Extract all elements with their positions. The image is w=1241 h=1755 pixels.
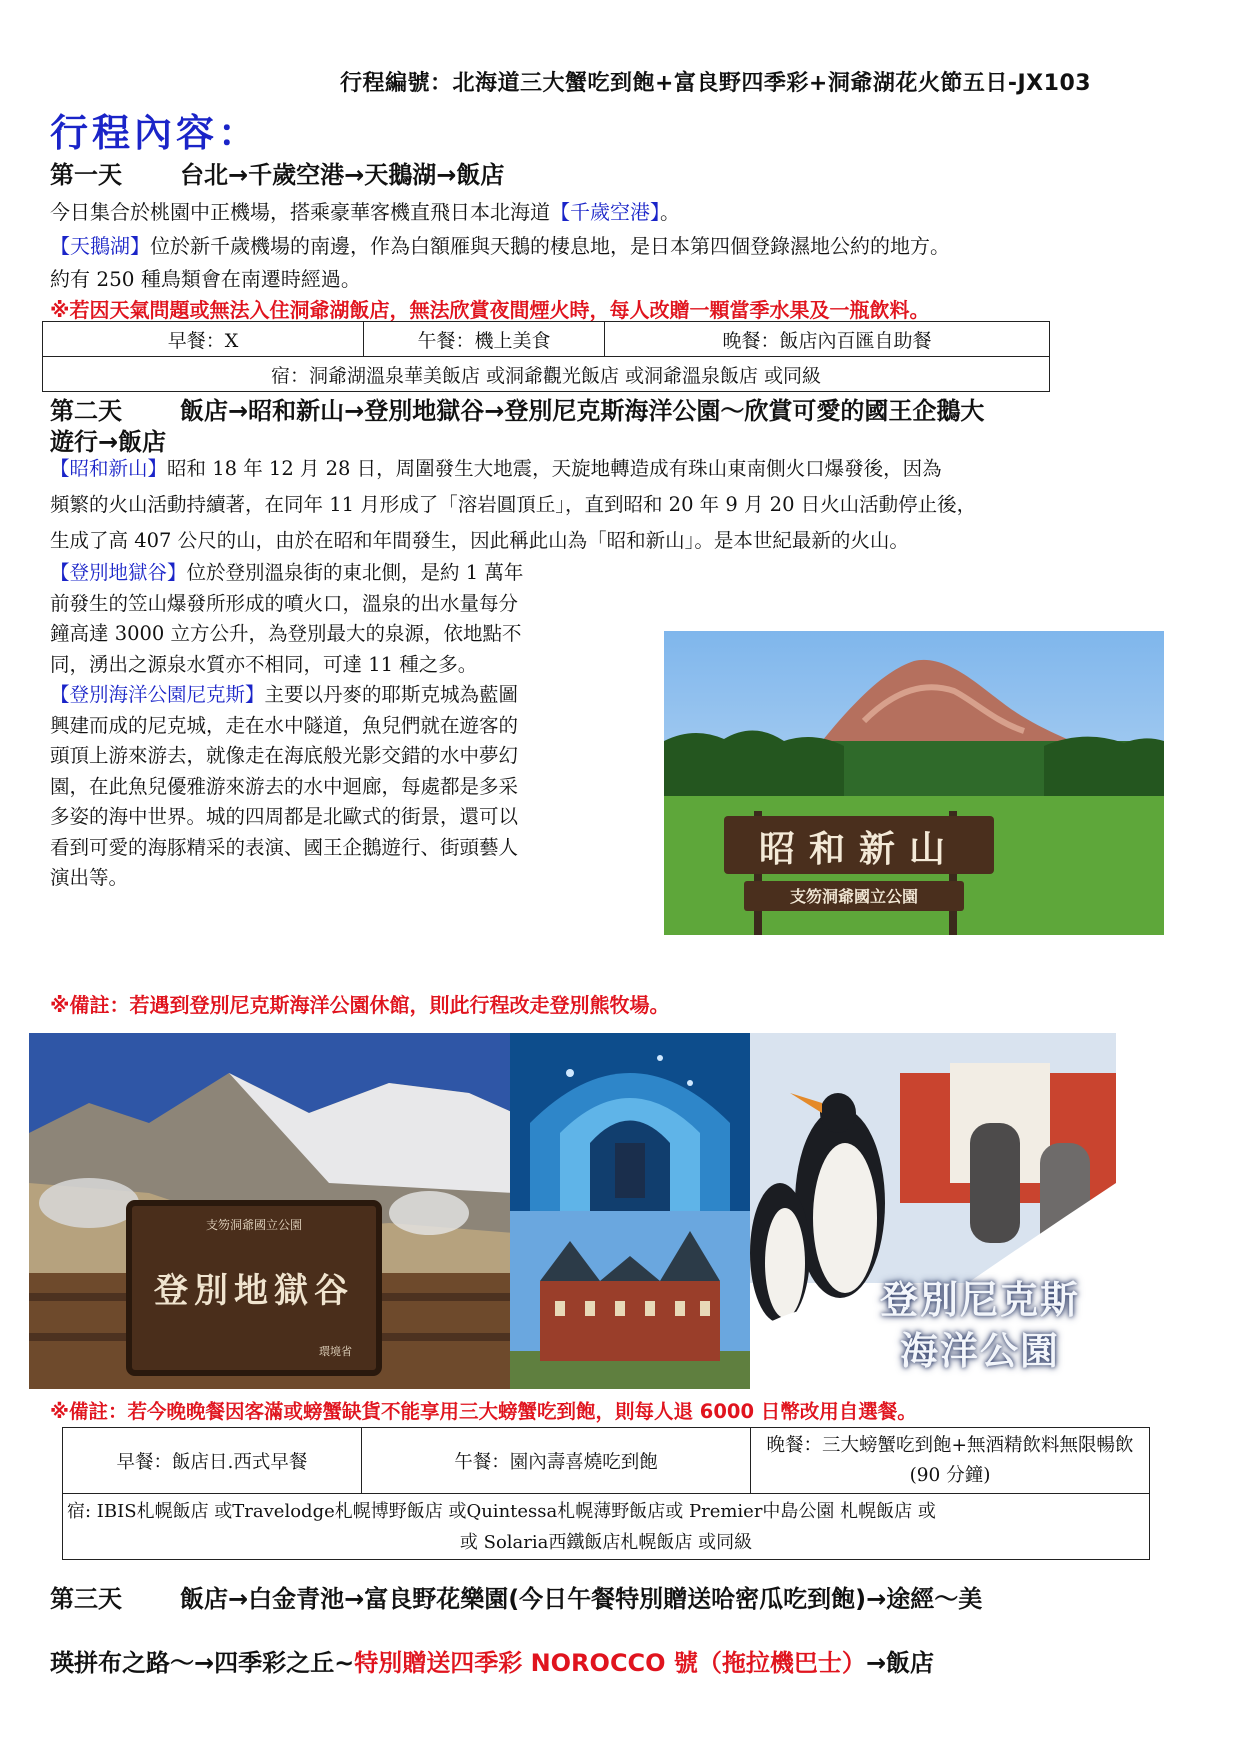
day1-title <box>50 155 504 190</box>
day2-note-1: ※備註：若遇到登別尼克斯海洋公園休館，則此行程改走登別熊牧場。 <box>50 993 670 1017</box>
showa-paragraph <box>50 451 976 559</box>
day1-p1-text: 今日集合於桃園中正機場，搭乘豪華客機直飛日本北海道 <box>50 200 550 224</box>
jigoku-sign-small: 環境省 <box>319 1345 352 1358</box>
day2-hotel-line-1: 宿: IBIS札幌飯店 或Travelodge札幌博野飯店 或Quintessa札幌薄野飯店或 Premier中島公園 札幌飯店 或 <box>67 1500 936 1522</box>
day1-p1-end: 。 <box>660 200 680 224</box>
day1-route: 台北→千歲空港→天鵝湖→飯店 <box>180 161 505 189</box>
day2-lunch: 午餐：園內壽喜燒吃到飽 <box>362 1428 751 1494</box>
day2-meal-table <box>62 1427 1150 1560</box>
showa-shinzan-photo <box>664 631 1164 935</box>
day1-dinner: 晚餐：飯店內百匯自助餐 <box>605 322 1050 357</box>
day2-route-1: 飯店→昭和新山→登別地獄谷→登別尼克斯海洋公園～欣賞可愛的國王企鵝大 <box>180 397 985 425</box>
swan-lake-link: 【天鵝湖】 <box>50 234 150 258</box>
nixe-line: 主要以丹麥的耶斯克城為藍圖 <box>264 683 519 706</box>
nixe-photo-title-2: 海洋公園 <box>899 1328 1060 1373</box>
jigoku-sign-top: 支笏洞爺國立公園 <box>205 1218 302 1232</box>
nixe-line: 興建而成的尼克城，走在水中隧道，魚兒們就在遊客的 <box>50 713 519 737</box>
day2-breakfast: 早餐：飯店日.西式早餐 <box>63 1428 362 1494</box>
jigoku-nixe-paragraph <box>50 558 610 894</box>
aquarium-photo-art <box>510 1033 750 1211</box>
day3-title-line-2 <box>50 1643 934 1678</box>
swan-lake-text-2: 約有 250 種鳥類會在南遷時經過。 <box>50 267 361 291</box>
day1-breakfast: 早餐：X <box>43 322 364 357</box>
jigokudani-photo <box>29 1033 514 1389</box>
day2-note-2: ※備註：若今晚晚餐因客滿或螃蟹缺貨不能享用三大螃蟹吃到飽，則每人退 6000 日幣改用自選餐。 <box>50 1400 917 1423</box>
showa-line-3: 生成了高 407 公尺的山，由於在昭和年間發生，因此稱此山為「昭和新山」。是本世紀最新的火山。 <box>50 529 909 552</box>
jigoku-line: 位於登別溫泉街的東北側，是約 1 萬年 <box>186 561 524 584</box>
nixe-line: 演出等。 <box>50 866 129 889</box>
nixe-line: 多姿的海中世界。城的四周都是北歐式的街景，還可以 <box>50 805 519 828</box>
day1-paragraph-2 <box>50 230 1070 296</box>
day3-route-1: 飯店→白金青池→富良野花樂園(今日午餐特別贈送哈密瓜吃到飽)→途經～美 <box>180 1585 983 1613</box>
jigoku-link: 【登別地獄谷】 <box>50 561 187 584</box>
chitose-link: 【千歲空港】 <box>550 200 660 224</box>
aquarium-tunnel-photo <box>510 1033 750 1211</box>
jigokudani-photo-art <box>29 1033 514 1389</box>
day3-route-2-red: 特別贈送四季彩 NOROCCO 號（拖拉機巴士） <box>354 1649 866 1677</box>
showa-line-2: 頻繁的火山活動持續著，在同年 11 月形成了「溶岩圓頂丘」，直到昭和 20 年 9 月 20 日火山活動停止後， <box>50 493 977 516</box>
jigoku-line: 鐘高達 3000 立方公升，為登別最大的泉源，依地點不 <box>50 622 522 645</box>
day2-dinner <box>751 1428 1150 1494</box>
jigoku-line: 同，湧出之源泉水質亦不相同，可達 11 種之多。 <box>50 652 478 676</box>
day2-dinner-line-1: 晚餐：三大螃蟹吃到飽+無酒精飲料無限暢飲 <box>766 1434 1134 1456</box>
nixe-link: 【登別海洋公園尼克斯】 <box>50 683 265 706</box>
nixe-photo-title-1: 登別尼克斯 <box>879 1277 1080 1322</box>
day1-meal-table <box>42 321 1050 392</box>
nixe-line: 頭頂上游來游去，就像走在海底般光影交錯的水中夢幻 <box>50 744 519 767</box>
showa-link: 【昭和新山】 <box>50 457 168 480</box>
nixe-line: 看到可愛的海豚精采的表演、國王企鵝遊行、街頭藝人 <box>50 835 519 859</box>
day2-route-2: 遊行→飯店 <box>50 428 167 456</box>
penguin-parade-photo <box>750 1033 1116 1389</box>
showa-sign-subtext: 支笏洞爺國立公園 <box>789 887 918 906</box>
showa-line-1: 昭和 18 年 12 月 28 日，周圍發生大地震，天旋地轉造成有珠山東南側火口爆發後，因為 <box>167 457 942 480</box>
nixe-castle-photo <box>510 1211 750 1389</box>
day1-hotel: 宿：洞爺湖溫泉華美飯店 或洞爺觀光飯店 或洞爺溫泉飯店 或同級 <box>43 357 1050 392</box>
jigoku-sign-text: 登別地獄谷 <box>154 1271 354 1311</box>
jigoku-line: 前發生的笠山爆發所形成的噴火口，溫泉的出水量每分 <box>50 591 519 615</box>
day3-route-2b: →飯店 <box>865 1649 935 1677</box>
swan-lake-text: 位於新千歲機場的南邊，作為白額雁與天鵝的棲息地，是日本第四個登錄濕地公約的地方。 <box>150 234 950 258</box>
day2-label: 第二天 <box>50 397 122 425</box>
castle-photo-art <box>510 1211 750 1389</box>
day3-title-line-1 <box>50 1579 982 1614</box>
day2-hotel-line-2: 或 Solaria西鐵飯店札幌飯店 或同級 <box>459 1531 753 1553</box>
section-heading: 行程內容： <box>50 110 261 155</box>
day1-warning: ※若因天氣問題或無法入住洞爺湖飯店，無法欣賞夜間煙火時，每人改贈一顆當季水果及一瓶飲料。 <box>50 298 930 322</box>
tour-code: 行程編號：北海道三大蟹吃到飽+富良野四季彩+洞爺湖花火節五日-JX103 <box>340 71 1092 96</box>
nixe-line: 園，在此魚兒優雅游來游去的水中迴廊，每處都是多采 <box>50 774 519 798</box>
day2-dinner-line-2: (90 分鐘) <box>909 1464 991 1486</box>
showa-sign-text: 昭和新山 <box>758 828 959 870</box>
day1-lunch: 午餐：機上美食 <box>364 322 605 357</box>
day3-label: 第三天 <box>50 1585 122 1613</box>
day2-hotel <box>63 1494 1150 1560</box>
day1-paragraph-1 <box>50 196 680 229</box>
day3-route-2a: 瑛拼布之路～→四季彩之丘~ <box>50 1649 355 1677</box>
day1-label: 第一天 <box>50 161 122 189</box>
day2-title <box>50 396 984 458</box>
